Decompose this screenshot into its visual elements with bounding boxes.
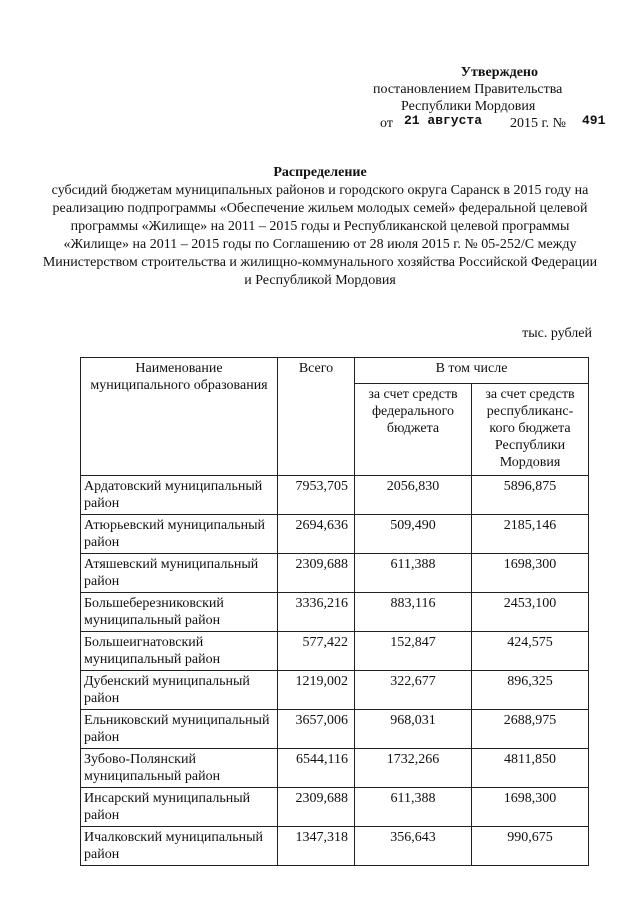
- row-total: 3657,006: [278, 710, 355, 749]
- row-republic: 424,575: [472, 632, 589, 671]
- header-including: В том числе: [355, 358, 589, 384]
- row-federal: 883,116: [355, 593, 472, 632]
- row-total: 2694,636: [278, 515, 355, 554]
- table-row: [81, 749, 589, 788]
- row-name: Ардатовский муниципальный район: [81, 476, 278, 515]
- row-name: Атяшевский муниципальный район: [81, 554, 278, 593]
- row-name: Большеигнатовский муниципальный район: [81, 632, 278, 671]
- row-republic: 2688,975: [472, 710, 589, 749]
- table-row: [81, 476, 589, 515]
- row-republic: 2453,100: [472, 593, 589, 632]
- row-name: Инсарский муниципальный район: [81, 788, 278, 827]
- row-republic: 896,325: [472, 671, 589, 710]
- row-republic: 5896,875: [472, 476, 589, 515]
- row-federal: 152,847: [355, 632, 472, 671]
- table-row: [81, 515, 589, 554]
- units-label: тыс. рублей: [522, 326, 592, 341]
- document-heading: [40, 164, 600, 290]
- row-federal: 611,388: [355, 788, 472, 827]
- row-republic: 990,675: [472, 827, 589, 866]
- table-row: [81, 827, 589, 866]
- row-name: Атюрьевский муниципальный район: [81, 515, 278, 554]
- approval-from-label: от: [380, 116, 393, 131]
- row-name: Большеберезниковский муниципальный район: [81, 593, 278, 632]
- heading-title: Распределение: [273, 165, 367, 180]
- table-row: [81, 788, 589, 827]
- row-federal: 1732,266: [355, 749, 472, 788]
- table-row: [81, 632, 589, 671]
- header-total: Всего: [278, 358, 355, 476]
- row-total: 1347,318: [278, 827, 355, 866]
- row-total: 2309,688: [278, 788, 355, 827]
- row-republic: 1698,300: [472, 554, 589, 593]
- row-total: 577,422: [278, 632, 355, 671]
- row-republic: 1698,300: [472, 788, 589, 827]
- header-federal: за счет средств федерального бюджета: [355, 384, 472, 476]
- header-republic: за счет средств республиканс-кого бюджета Республики Мордовия: [472, 384, 589, 476]
- approval-date: 21 августа: [404, 113, 483, 128]
- row-federal: 611,388: [355, 554, 472, 593]
- row-federal: 509,490: [355, 515, 472, 554]
- approval-line-1: постановлением Правительства: [373, 82, 563, 97]
- row-republic: 2185,146: [472, 515, 589, 554]
- approval-title: Утверждено: [460, 65, 538, 80]
- approval-year: 2015 г. №: [510, 116, 567, 131]
- row-name: Ельниковский муниципальный район: [81, 710, 278, 749]
- table-row: [81, 671, 589, 710]
- row-federal: 968,031: [355, 710, 472, 749]
- approval-line-2: Республики Мордовия: [401, 99, 536, 114]
- row-total: 3336,216: [278, 593, 355, 632]
- row-federal: 2056,830: [355, 476, 472, 515]
- header-name: Наименование муниципального образования: [81, 358, 278, 476]
- table-row: [81, 554, 589, 593]
- row-total: 1219,002: [278, 671, 355, 710]
- table-row: [81, 593, 589, 632]
- table-row: [81, 710, 589, 749]
- row-name: Зубово-Полянский муниципальный район: [81, 749, 278, 788]
- row-federal: 322,677: [355, 671, 472, 710]
- approval-block: [360, 64, 610, 135]
- subsidy-table: [80, 357, 589, 866]
- row-federal: 356,643: [355, 827, 472, 866]
- row-name: Дубенский муниципальный район: [81, 671, 278, 710]
- row-total: 7953,705: [278, 476, 355, 515]
- row-name: Ичалковский муниципальный район: [81, 827, 278, 866]
- approval-date-line: [360, 115, 610, 135]
- row-total: 2309,688: [278, 554, 355, 593]
- heading-text: субсидий бюджетам муниципальных районов и городского округа Саранск в 2015 году на реализацию подпрограммы «Обеспечение жильем молодых семей» федеральной целевой программы «Жилище» на 2011 – 2015 годы и Республиканской целевой программы «Жилище» на 2011 – 2015 годы по Соглашению от 28 июля 2015 г. № 05-252/С между Министерством строительства и жилищно-коммунального хозяйства Российской Федерации и Республикой Мордовия: [42, 183, 598, 288]
- approval-number: 491: [582, 113, 606, 128]
- row-republic: 4811,850: [472, 749, 589, 788]
- row-total: 6544,116: [278, 749, 355, 788]
